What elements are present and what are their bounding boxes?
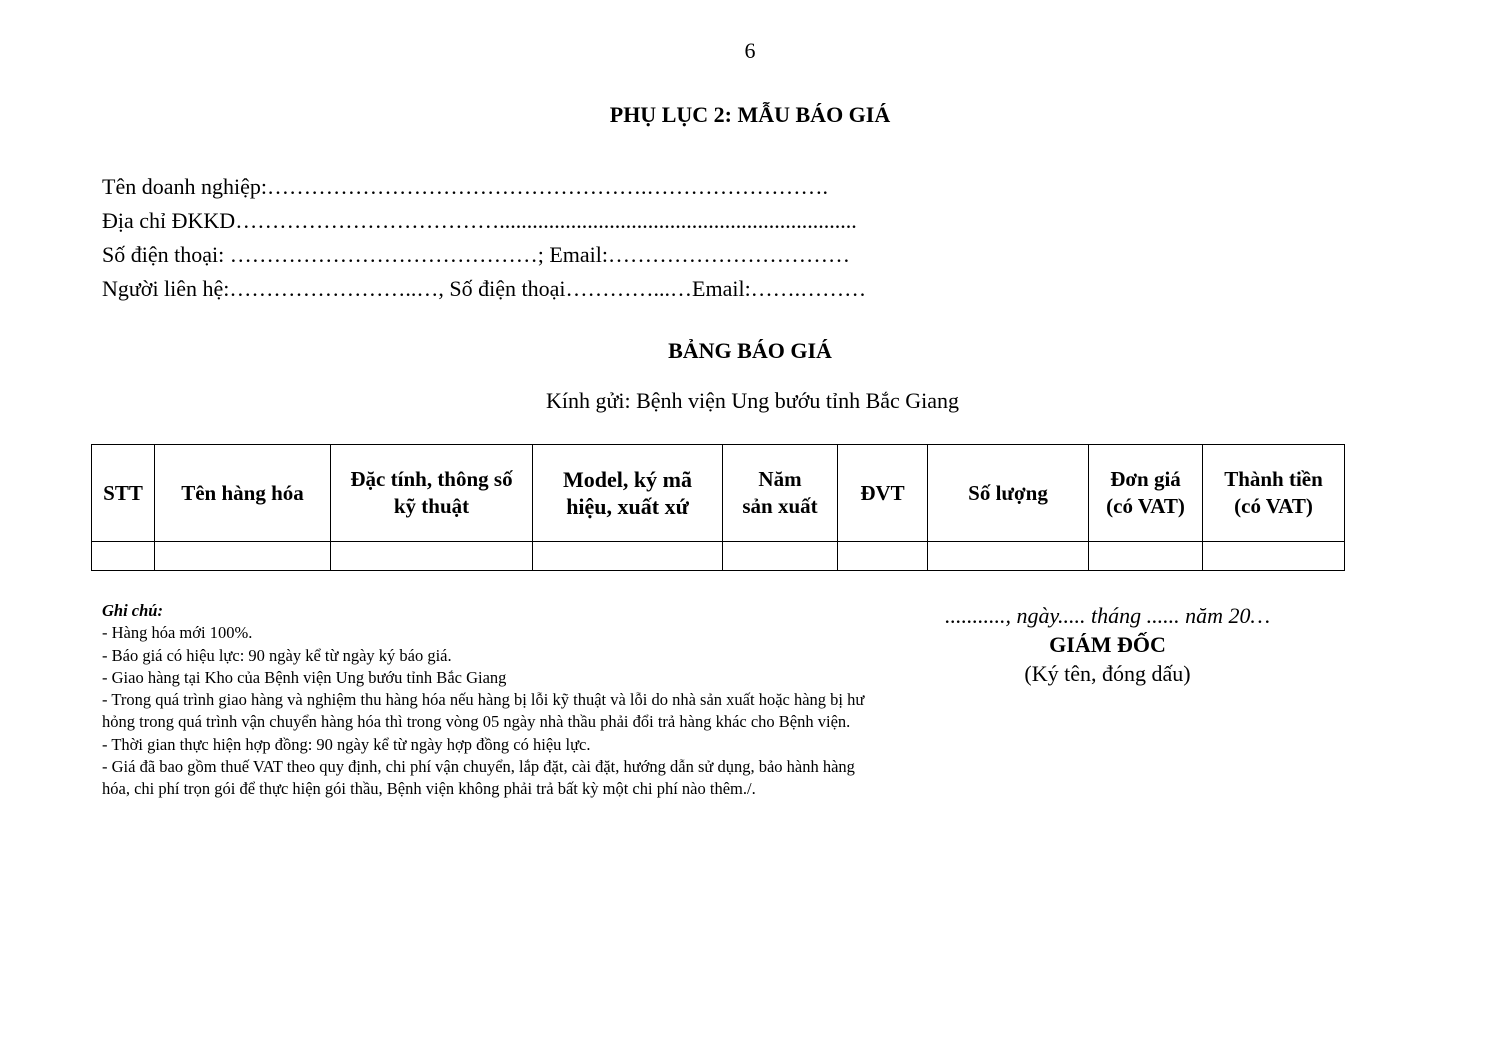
table-cell[interactable] <box>1203 542 1345 571</box>
recipient: Kính gửi: Bệnh viện Ung bướu tỉnh Bắc Giang <box>545 388 960 413</box>
appendix-title: PHỤ LỤC 2: MẪU BÁO GIÁ <box>609 102 891 127</box>
signatory-title: GIÁM ĐỐC <box>1049 632 1166 657</box>
header-quantity: Số lượng <box>928 445 1089 542</box>
note-item: - Trong quá trình giao hàng và nghiệm thu hàng hóa nếu hàng bị lỗi kỹ thuật và lỗi do nhà sản xuất hoặc hàng bị hư hỏng trong quá trình vận chuyển hàng hóa thì trong vòng 05 ngày nhà thầu phải đổi trả hàng khác cho Bệnh viện. <box>102 690 865 732</box>
signature-instruction: (Ký tên, đóng dấu) <box>1024 661 1191 686</box>
note-item: - Giá đã bao gồm thuế VAT theo quy định, chi phí vận chuyển, lắp đặt, cài đặt, hướng dẫn sử dụng, bảo hành hàng hóa, chi phí trọn gói để thực hiện gói thầu, Bệnh viện không phải trả bất kỳ một chi phí nào thêm./. <box>102 757 855 799</box>
header-total: Thành tiền (có VAT) <box>1203 445 1345 542</box>
address-line: Địa chỉ ĐKKD………………………………................................................................. <box>102 208 857 233</box>
table-cell[interactable] <box>723 542 838 571</box>
table-title: BẢNG BÁO GIÁ <box>668 338 832 363</box>
note-item: - Giao hàng tại Kho của Bệnh viện Ung bướu tỉnh Bắc Giang <box>102 667 507 687</box>
header-specifications: Đặc tính, thông số kỹ thuật <box>331 445 533 542</box>
date-line: ..........., ngày..... tháng ...... năm 20… <box>944 603 1271 628</box>
table-cell[interactable] <box>155 542 331 571</box>
header-model-origin: Model, ký mã hiệu, xuất xứ <box>533 445 723 542</box>
note-item: - Hàng hóa mới 100%. <box>102 623 253 643</box>
header-unit: ĐVT <box>838 445 928 542</box>
table-header-row <box>92 445 1345 542</box>
contact-line: Người liên hệ:……………………..…, Số điện thoại…………...…Email:…….……… <box>102 276 867 301</box>
table-cell[interactable] <box>331 542 533 571</box>
page-number: 6 <box>744 38 756 63</box>
header-unit-price: Đơn giá (có VAT) <box>1089 445 1203 542</box>
header-item-name: Tên hàng hóa <box>155 445 331 542</box>
company-name-line: Tên doanh nghiệp:…………………………………………….……………………. <box>102 174 828 199</box>
company-info <box>102 170 1102 306</box>
header-stt: STT <box>92 445 155 542</box>
quote-table <box>91 444 1345 571</box>
signature-block <box>890 601 1325 688</box>
note-item: - Báo giá có hiệu lực: 90 ngày kể từ ngày ký báo giá. <box>102 645 452 665</box>
table-cell[interactable] <box>92 542 155 571</box>
table-cell[interactable] <box>928 542 1089 571</box>
header-year: Năm sản xuất <box>723 445 838 542</box>
notes-section <box>102 600 872 801</box>
table-cell[interactable] <box>838 542 928 571</box>
table-cell[interactable] <box>533 542 723 571</box>
note-item: - Thời gian thực hiện hợp đồng: 90 ngày kể từ ngày hợp đồng có hiệu lực. <box>102 734 591 754</box>
notes-heading: Ghi chú: <box>102 601 163 620</box>
phone-email-line: Số điện thoại: ……………………………………; Email:…………………………… <box>102 242 850 267</box>
table-row <box>92 542 1345 571</box>
table-cell[interactable] <box>1089 542 1203 571</box>
